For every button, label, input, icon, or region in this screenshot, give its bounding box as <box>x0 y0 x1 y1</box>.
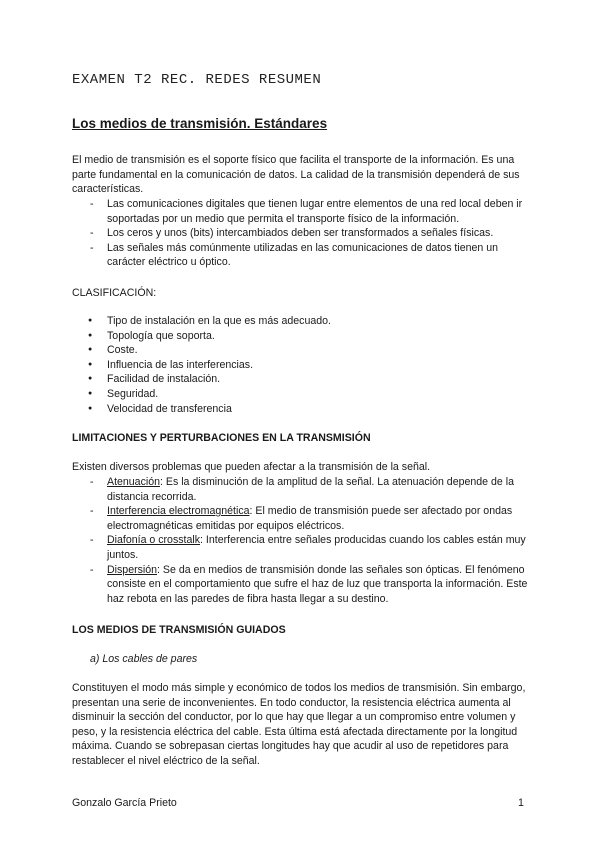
term-electromagnetic-interference: Interferencia electromagnética <box>107 505 250 518</box>
footer-page-number: 1 <box>518 797 524 809</box>
guided-paragraph: Constituyen el modo más simple y económico de todos los medios de transmisión. Sin embargo, presentan una serie de inconvenientes. En todo conductor, la resistencia eléctrica aumenta al disminuir la sección del conductor, por lo que hay que llegar a un compromiso entre volumen y peso, y la resistencia eléctrica del cable. Esta última está afectada directamente por la longitud máxima. Cuando se sobrepasan ciertas longitudes hay que acudir al uso de repetidores para restablecer el nivel eléctrico de la señal. <box>72 682 526 767</box>
classification-label: CLASIFICACIÓN: <box>72 287 157 299</box>
list-item: ● Facilidad de instalación. <box>72 372 532 387</box>
limitations-list <box>72 475 532 606</box>
list-item: - Las señales más comúnmente utilizadas en las comunicaciones de datos tienen un carácter eléctrico u óptico. <box>72 241 532 270</box>
definition: : Interferencia entre señales producidas cuando los cables están muy juntos. <box>107 534 526 561</box>
list-item: ● Velocidad de transferencia <box>72 402 532 417</box>
footer-author: Gonzalo García Prieto <box>72 797 177 809</box>
list-item: ● Influencia de las interferencias. <box>72 358 532 373</box>
definition: : Se da en medios de transmisión donde las señales son ópticas. El fenómeno consiste en el comportamiento que sufre el haz de luz que transporta la información. Este haz rebota en las paredes de fibra hasta llegar a su destino. <box>107 563 528 605</box>
classification-list <box>72 314 532 416</box>
list-item: - Las comunicaciones digitales que tienen lugar entre elementos de una red local deben ir soportadas por un medio que permita el transporte físico de la información. <box>72 197 532 226</box>
list-item <box>72 533 532 562</box>
list-item: ● Topología que soporta. <box>72 329 532 344</box>
document-title: EXAMEN T2 REC. REDES RESUMEN <box>72 72 322 88</box>
guided-subheading: a) Los cables de pares <box>90 653 198 665</box>
term-attenuation: Atenuación <box>107 476 161 488</box>
term-crosstalk: Diafonía o crosstalk <box>107 534 201 547</box>
intro-points-list <box>72 197 532 270</box>
guided-media-heading: LOS MEDIOS DE TRANSMISIÓN GUIADOS <box>72 624 286 636</box>
limitations-intro: Existen diversos problemas que pueden afectar a la transmisión de la señal. <box>72 461 431 473</box>
limitations-heading: LIMITACIONES Y PERTURBACIONES EN LA TRANSMISIÓN <box>72 432 371 444</box>
list-item: ● Tipo de instalación en la que es más adecuado. <box>72 314 532 329</box>
intro-paragraph: El medio de transmisión es el soporte físico que facilita el transporte de la información. Es una parte fundamental en la comunicación de datos. La calidad de la transmisión dependerá de sus características. <box>72 154 520 196</box>
term-dispersion: Dispersión <box>107 563 158 576</box>
list-item <box>72 504 532 533</box>
list-item <box>72 475 532 504</box>
list-item: ● Seguridad. <box>72 387 532 402</box>
list-item <box>72 563 532 607</box>
list-item: ● Coste. <box>72 343 532 358</box>
definition: : El medio de transmisión puede ser afectado por ondas electromagnéticas emitidas por equipos eléctricos. <box>107 505 513 532</box>
list-item: - Los ceros y unos (bits) intercambiados deben ser transformados a señales físicas. <box>72 226 532 241</box>
definition: : Es la disminución de la amplitud de la señal. La atenuación depende de la distancia recorrida. <box>107 476 514 503</box>
section-heading: Los medios de transmisión. Estándares <box>72 116 328 131</box>
